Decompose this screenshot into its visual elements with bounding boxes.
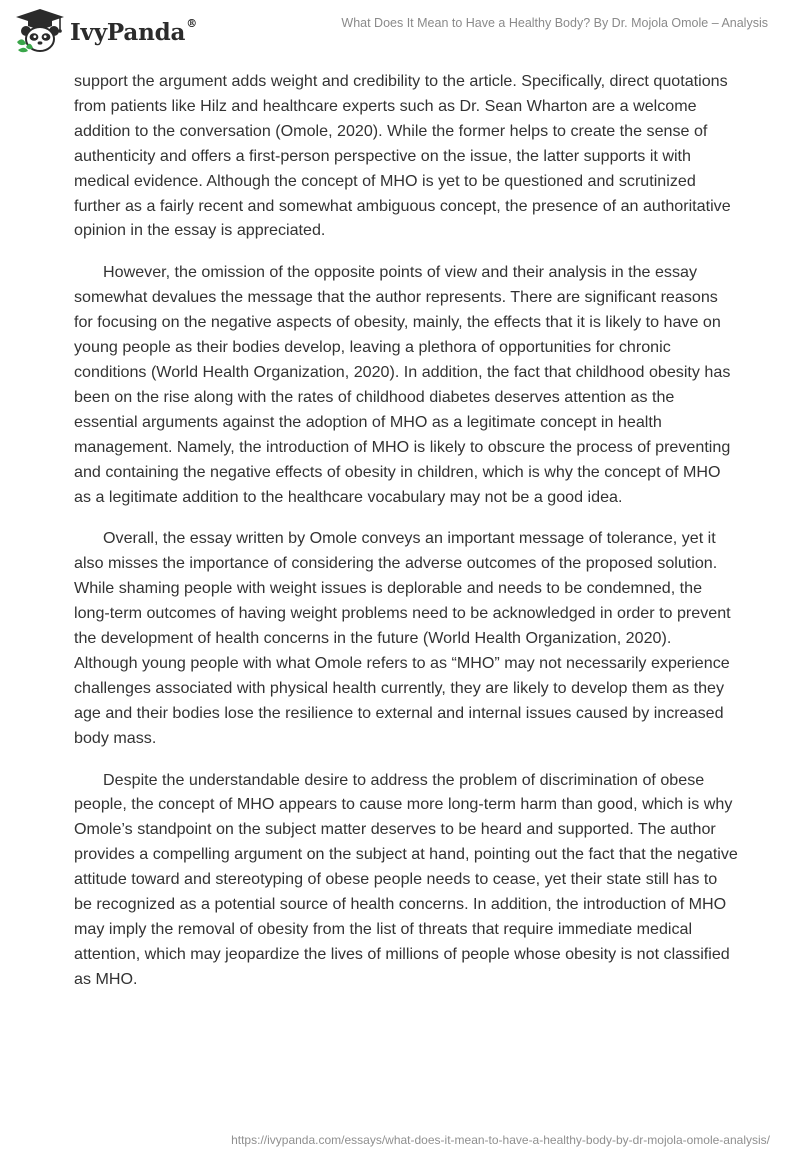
paragraph: Overall, the essay written by Omole conveys an important message of tolerance, yet it also misses the importance of considering the adverse outcomes of the proposed solution. While shaming people with weight issues is deplorable and needs to be condemned, the long-term outcomes of having weight problems need to be acknowledged in order to prevent the development of health concerns in the future (World Health Organization, 2020). Although young people with what Omole refers to as “MHO” may not necessarily experience challenges associated with physical health currently, they are likely to develop them as they age and their bodies lose the resilience to external and internal issues caused by increased body mass.	[74, 529, 731, 747]
brand-name: IvyPanda®	[70, 16, 197, 46]
paragraph: Despite the understandable desire to address the problem of discrimination of obese people, the concept of MHO appears to cause more long-term harm than good, which is why Omole’s standpoint on the subject matter deserves to be heard and supported. The author provides a compelling argument on the subject at hand, pointing out the fact that the negative attitude toward and stereotyping of obese people needs to cease, yet their state still has to be recognized as a potential source of health concerns. In addition, the introduction of MHO may imply the removal of obesity from the list of threats that require immediate medical attention, which may jeopardize the lives of millions of people whose obesity is not classified as MHO.	[74, 770, 738, 988]
paragraph: However, the omission of the opposite points of view and their analysis in the essay somewhat devalues the message that the author represents. There are significant reasons for focusing on the negative aspects of obesity, mainly, the effects that it is likely to have on young people as their bodies develop, leaving a plethora of opportunities for chronic conditions (World Health Organization, 2020). In addition, the fact that childhood obesity has been on the rise along with the rates of childhood diabetes deserves attention as the essential arguments against the adoption of MHO as a legitimate concept in health management. Namely, the introduction of MHO is likely to obscure the process of preventing and containing the negative effects of obesity in children, which is why the concept of MHO as a legitimate addition to the healthcare vocabulary may not be a good idea.	[74, 263, 731, 506]
paragraph-continued: support the argument adds weight and credibility to the article. Specifically, direct quotations from patients like Hilz and healthcare experts such as Dr. Sean Wharton are a welcome addition to the conversation (Omole, 2020). While the former helps to create the sense of authenticity and offers a first-person perspective on the issue, the latter supports it with medical evidence. Although the concept of MHO is yet to be questioned and scrutinized further as a fairly recent and somewhat ambiguous concept, the presence of an authoritative opinion in the essay is appreciated.	[74, 72, 731, 240]
source-url[interactable]: https://ivypanda.com/essays/what-does-it-mean-to-have-a-healthy-body-by-dr-mojola-omole-analysis/	[231, 1133, 770, 1147]
document-title: What Does It Mean to Have a Healthy Body? By Dr. Mojola Omole – Analysis	[341, 16, 768, 30]
registered-mark: ®	[186, 16, 197, 30]
ivypanda-logo[interactable]	[14, 8, 197, 54]
essay-body	[74, 69, 738, 1009]
page-header	[0, 0, 800, 60]
panda-graduate-logo-icon	[14, 8, 66, 54]
